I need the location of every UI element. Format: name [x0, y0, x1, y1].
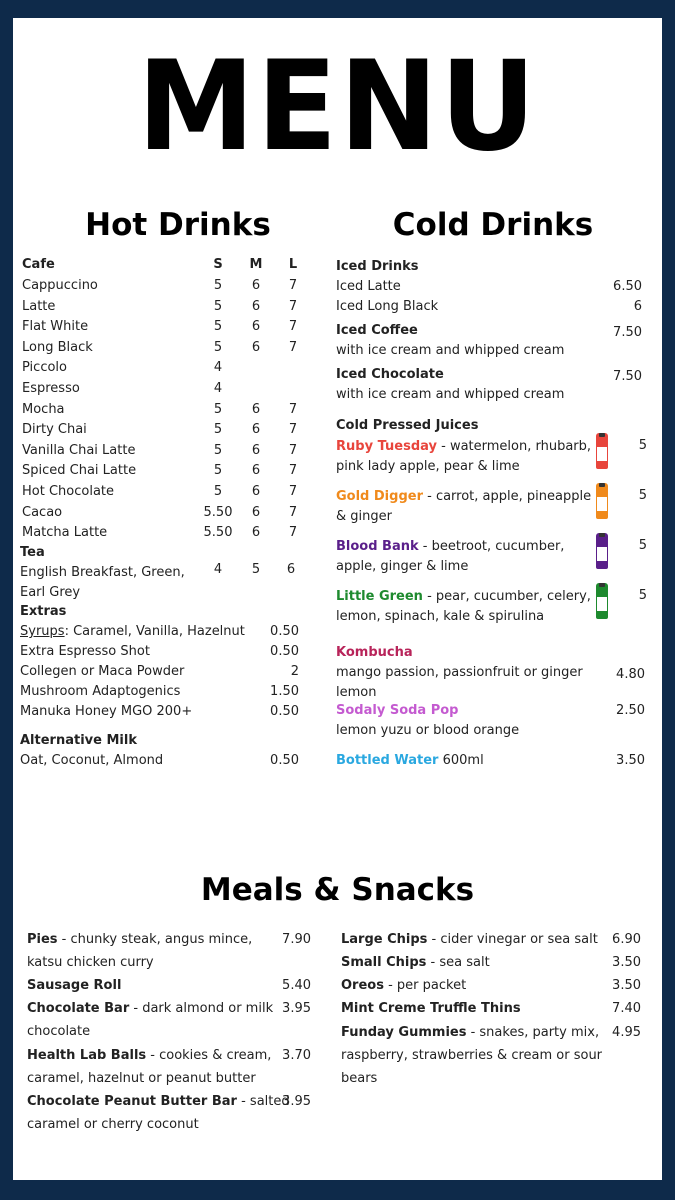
cafe-item-price-m: 6 — [251, 339, 261, 355]
large-chips-name: Large Chips — [341, 932, 428, 947]
cafe-item-price-s: 5 — [213, 298, 223, 314]
iced-coffee-desc: with ice cream and whipped cream — [336, 343, 565, 358]
pies-name: Pies — [27, 932, 58, 947]
cafe-item-price-m: 6 — [251, 319, 261, 335]
juice-price: 5 — [638, 588, 647, 603]
syrups-label: Syrups — [20, 624, 65, 639]
menu-board — [13, 18, 662, 1180]
water-price: 3.50 — [616, 753, 645, 768]
water-name: Bottled Water — [336, 753, 439, 768]
sodaly-desc: lemon yuzu or blood orange — [336, 723, 520, 738]
cafe-item-price-m: 6 — [251, 463, 261, 479]
cafe-item-price-l: 7 — [288, 298, 298, 314]
juice-bottle-icon — [596, 583, 608, 619]
cafe-item-price-l: 7 — [288, 525, 298, 541]
gummies-line2: raspberry, strawberries & cream or sour — [341, 1048, 603, 1063]
large-chips-desc: - cider vinegar or sea salt — [427, 932, 598, 947]
sausage-price: 5.40 — [282, 978, 311, 993]
cafe-item-price-s: 5 — [213, 319, 223, 335]
gummies-line3: bears — [341, 1071, 378, 1086]
sodaly-price: 2.50 — [616, 703, 645, 718]
iced-chocolate-desc: with ice cream and whipped cream — [336, 387, 565, 402]
extra-item-price: 0.50 — [270, 644, 299, 659]
iced-drinks-label: Iced Drinks — [336, 259, 419, 274]
juice-price: 5 — [638, 538, 647, 553]
extras-label: Extras — [20, 604, 67, 619]
tea-price-s: 4 — [213, 562, 223, 577]
small-chips-name: Small Chips — [341, 955, 427, 970]
sodaly-name: Sodaly Soda Pop — [336, 703, 459, 718]
cafe-item-name: Hot Chocolate — [22, 484, 115, 499]
cafe-item-price-s: 5 — [213, 401, 223, 417]
cafe-item-name: Vanilla Chai Latte — [22, 442, 136, 458]
cafe-item-price-s: 4 — [213, 381, 223, 396]
cafe-item-price-s: 5.50 — [203, 504, 233, 520]
cafe-item-price-s: 5 — [213, 484, 223, 499]
kombucha-line1: mango passion, passionfruit or ginger — [336, 665, 583, 680]
cafe-item-name: Cappuccino — [22, 278, 98, 293]
cafe-item-name: Espresso — [22, 381, 80, 396]
sausage-name: Sausage Roll — [27, 978, 122, 993]
gummies-line1: - snakes, party mix, — [466, 1025, 600, 1040]
cafe-item-price-m: 6 — [251, 278, 261, 293]
extra-item-name: Mushroom Adaptogenics — [20, 684, 181, 699]
mint-price: 7.40 — [612, 1001, 641, 1016]
syrups-text: : Caramel, Vanilla, Hazelnut — [64, 624, 245, 639]
cafe-item-price-l: 7 — [288, 504, 298, 520]
iced-coffee-name: Iced Coffee — [336, 323, 418, 338]
cafe-item-name: Dirty Chai — [22, 422, 87, 438]
syrups-row — [20, 624, 245, 640]
gummies-row — [341, 1025, 599, 1041]
oreos-row — [341, 978, 466, 994]
juice-bottle-icon — [596, 483, 608, 519]
hot-drinks-heading: Hot Drinks — [85, 207, 271, 243]
cafe-label: Cafe — [22, 257, 55, 272]
cafe-item-price-m: 6 — [251, 442, 261, 458]
oreos-name: Oreos — [341, 978, 384, 993]
cpb-bar-row — [27, 1094, 290, 1110]
juice-price: 5 — [638, 438, 647, 453]
cold-pressed-label: Cold Pressed Juices — [336, 418, 479, 433]
cafe-item-price-m: 6 — [251, 525, 261, 541]
small-chips-price: 3.50 — [612, 955, 641, 970]
kombucha-price: 4.80 — [616, 667, 645, 682]
kombucha-name: Kombucha — [336, 645, 413, 660]
juice-desc: - beetroot, cucumber, — [418, 539, 565, 554]
cafe-item-price-s: 5 — [213, 442, 223, 458]
cafe-item-price-s: 5.50 — [203, 525, 233, 541]
choc-bar-line2: chocolate — [27, 1024, 91, 1039]
extra-item-price: 0.50 — [270, 704, 299, 719]
cafe-item-price-l: 7 — [288, 319, 298, 335]
water-row — [336, 753, 484, 769]
juice-bottle-icon — [596, 533, 608, 569]
large-chips-price: 6.90 — [612, 932, 641, 947]
extra-item-name: Extra Espresso Shot — [20, 644, 150, 659]
alt-milk-text: Oat, Coconut, Almond — [20, 753, 164, 768]
juice-desc: - watermelon, rhubarb, — [436, 439, 592, 454]
cpb-bar-line1: - salted — [236, 1094, 290, 1109]
small-chips-row — [341, 955, 490, 971]
cafe-item-name: Cacao — [22, 504, 63, 520]
juice-desc: - pear, cucumber, celery, — [422, 589, 591, 604]
cafe-item-name: Mocha — [22, 401, 65, 417]
cold-drinks-heading: Cold Drinks — [392, 207, 594, 243]
cafe-item-price-m: 6 — [251, 422, 261, 438]
choc-bar-name: Chocolate Bar — [27, 1001, 130, 1016]
cafe-item-price-s: 5 — [213, 278, 223, 293]
health-balls-line2: caramel, hazelnut or peanut butter — [27, 1071, 256, 1086]
iced-chocolate-name: Iced Chocolate — [336, 367, 444, 382]
cafe-item-price-s: 5 — [213, 339, 223, 355]
oreos-price: 3.50 — [612, 978, 641, 993]
juice-bottle-icon — [596, 433, 608, 469]
tea-label: Tea — [20, 545, 45, 560]
alt-milk-price: 0.50 — [270, 753, 299, 768]
pies-price: 7.90 — [282, 932, 311, 947]
iced-coffee-price: 7.50 — [613, 325, 642, 340]
gummies-price: 4.95 — [612, 1025, 641, 1040]
cafe-item-price-l: 7 — [288, 339, 298, 355]
cafe-item-name: Matcha Latte — [22, 525, 108, 541]
tea-price-m: 5 — [251, 562, 261, 577]
iced-long-black-price: 6 — [633, 299, 642, 314]
cafe-item-price-l: 7 — [288, 278, 298, 293]
juice-line1 — [336, 539, 564, 555]
cafe-item-price-s: 4 — [213, 360, 223, 376]
large-chips-row — [341, 932, 598, 948]
juice-name: Blood Bank — [336, 539, 419, 554]
juice-price: 5 — [638, 488, 647, 503]
cafe-item-price-l: 7 — [288, 442, 298, 458]
syrups-price: 0.50 — [270, 624, 299, 639]
cafe-item-price-l: 7 — [288, 422, 298, 438]
juice-name: Ruby Tuesday — [336, 439, 437, 454]
choc-bar-line1: - dark almond or milk — [129, 1001, 274, 1016]
juice-line2: apple, ginger & lime — [336, 559, 469, 574]
iced-latte-price: 6.50 — [613, 279, 642, 294]
cpb-bar-line2: caramel or cherry coconut — [27, 1117, 199, 1132]
health-balls-price: 3.70 — [282, 1048, 311, 1063]
juice-line1 — [336, 589, 591, 605]
choc-bar-price: 3.95 — [282, 1001, 311, 1016]
juice-line2: & ginger — [336, 509, 392, 524]
oreos-desc: - per packet — [383, 978, 467, 993]
cafe-item-price-l: 7 — [288, 401, 298, 417]
kombucha-line2: lemon — [336, 685, 377, 700]
cafe-item-price-m: 6 — [251, 401, 261, 417]
cafe-item-price-l: 7 — [288, 463, 298, 479]
cpb-bar-price: 3.95 — [282, 1094, 311, 1109]
iced-long-black-name: Iced Long Black — [336, 299, 439, 314]
meals-heading: Meals & Snacks — [200, 872, 475, 908]
extra-item-name: Collegen or Maca Powder — [20, 664, 185, 679]
iced-chocolate-price: 7.50 — [613, 369, 642, 384]
small-chips-desc: - sea salt — [426, 955, 490, 970]
cafe-item-name: Spiced Chai Latte — [22, 463, 137, 479]
pies-row — [27, 932, 252, 948]
alt-milk-label: Alternative Milk — [20, 733, 137, 748]
juice-line2: pink lady apple, pear & lime — [336, 459, 520, 474]
mint-name: Mint Creme Truffle Thins — [341, 1001, 521, 1016]
choc-bar-row — [27, 1001, 273, 1017]
tea-item-line1: English Breakfast, Green, — [20, 565, 185, 580]
juice-line2: lemon, spinach, kale & spirulina — [336, 609, 545, 624]
health-balls-name: Health Lab Balls — [27, 1048, 147, 1063]
juice-line1 — [336, 489, 591, 505]
cafe-item-name: Latte — [22, 298, 56, 314]
juice-desc: - carrot, apple, pineapple — [422, 489, 592, 504]
cafe-item-price-s: 5 — [213, 463, 223, 479]
cafe-item-name: Long Black — [22, 339, 93, 355]
size-l-header: L — [288, 257, 298, 272]
iced-latte-name: Iced Latte — [336, 279, 401, 294]
extra-item-price: 2 — [290, 664, 299, 679]
juice-line1 — [336, 439, 591, 455]
health-balls-row — [27, 1048, 271, 1064]
water-desc: 600ml — [438, 753, 484, 768]
pies-line1: - chunky steak, angus mince, — [57, 932, 253, 947]
gummies-name: Funday Gummies — [341, 1025, 467, 1040]
page-title: MENU — [137, 33, 538, 179]
size-m-header: M — [249, 257, 263, 272]
tea-price-l: 6 — [286, 562, 296, 577]
pies-line2: katsu chicken curry — [27, 955, 154, 970]
size-s-header: S — [213, 257, 223, 272]
extra-item-name: Manuka Honey MGO 200+ — [20, 704, 193, 719]
cafe-item-price-l: 7 — [288, 484, 298, 499]
juice-name: Gold Digger — [336, 489, 423, 504]
cpb-bar-name: Chocolate Peanut Butter Bar — [27, 1094, 237, 1109]
health-balls-line1: - cookies & cream, — [146, 1048, 272, 1063]
cafe-item-price-m: 6 — [251, 298, 261, 314]
cafe-item-name: Piccolo — [22, 360, 67, 376]
cafe-item-name: Flat White — [22, 319, 89, 335]
cafe-item-price-m: 6 — [251, 504, 261, 520]
juice-name: Little Green — [336, 589, 423, 604]
cafe-item-price-s: 5 — [213, 422, 223, 438]
tea-item-line2: Earl Grey — [20, 585, 81, 600]
cafe-item-price-m: 6 — [251, 484, 261, 499]
extra-item-price: 1.50 — [270, 684, 299, 699]
